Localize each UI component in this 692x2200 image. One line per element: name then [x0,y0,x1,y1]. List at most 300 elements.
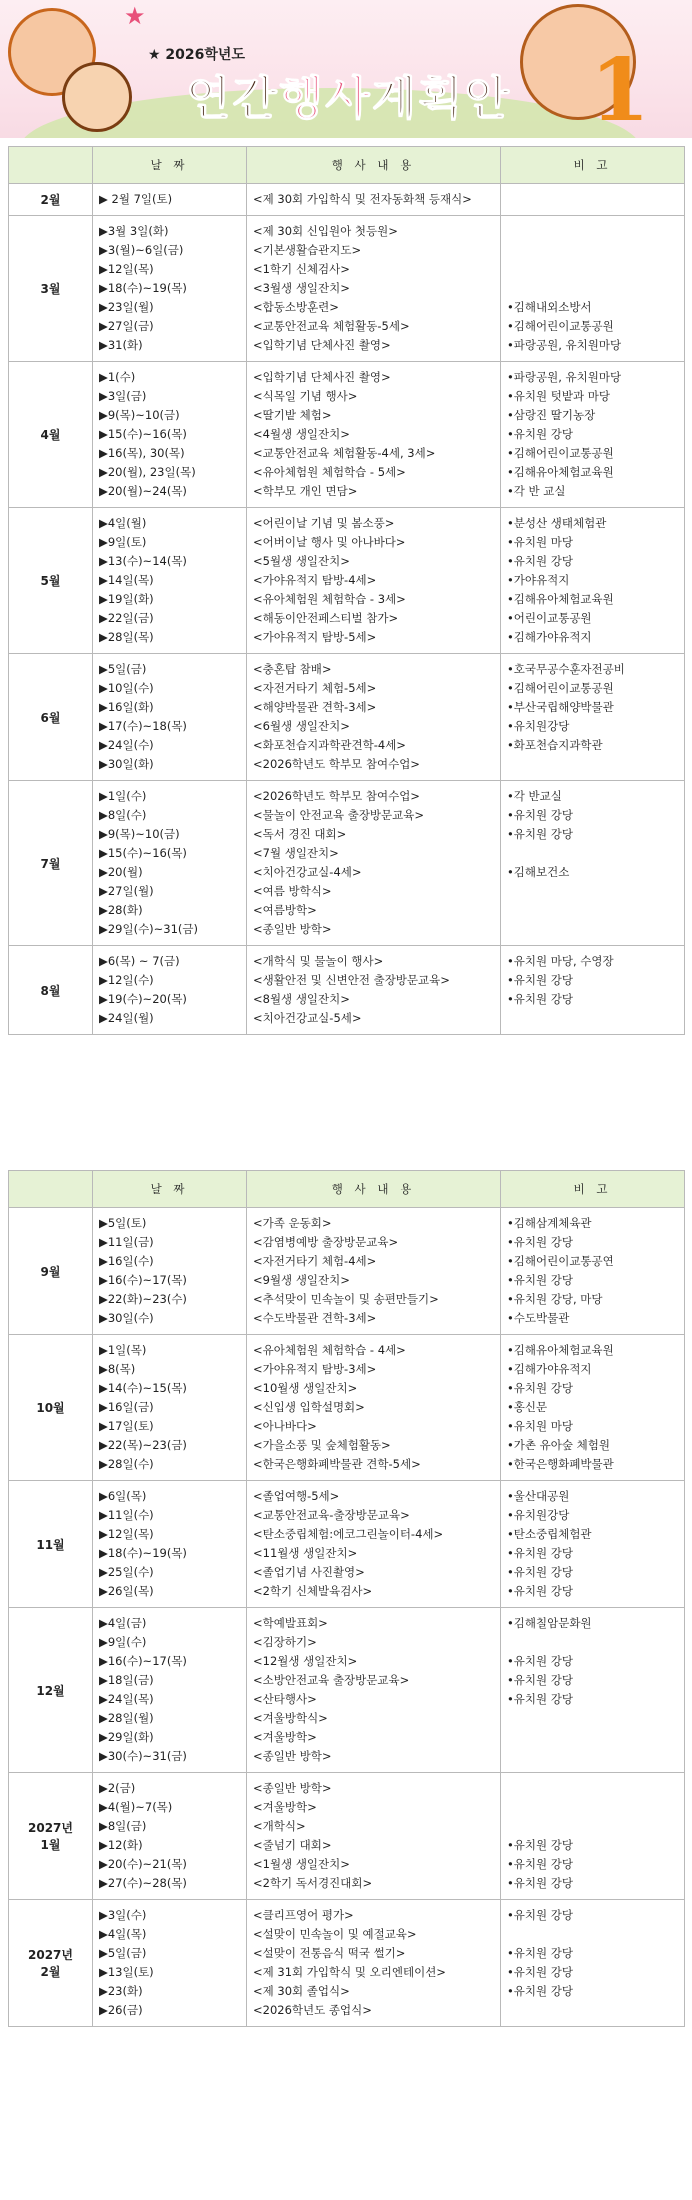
event-line: <교통안전교육 체험활동-4세, 3세> [253,446,436,460]
month-cell: 3월 [9,216,93,362]
event-line: <학부모 개인 면담> [253,484,358,498]
note-line [507,1009,678,1028]
event-line: <물놀이 안전교육 출장방문교육> [253,808,424,822]
date-list-cell [93,1900,247,2027]
header-banner [0,0,692,138]
header-cell-date: 날 짜 [93,147,247,184]
note-line [507,1817,678,1836]
event-list-cell [247,1335,501,1481]
month-cell: 2월 [9,184,93,216]
date-line: ▶3월 3일(화) [99,224,169,238]
date-line: ▶18(수)~19(목) [99,1546,187,1560]
child-face-illustration [62,62,132,132]
note-line [507,1709,678,1728]
date-list-cell [93,781,247,946]
month-cell: 2027년 2월 [9,1900,93,2027]
note-line [507,222,678,241]
event-line: <2026학년도 종업식> [253,2003,372,2017]
note-line: •유치원 강당 [507,1235,573,1249]
note-line: •유치원 강당 [507,808,573,822]
note-line [507,1779,678,1798]
note-line [507,755,678,774]
date-line: ▶11일(수) [99,1508,154,1522]
date-line: ▶12일(목) [99,1527,154,1541]
date-line: ▶17(수)~18(목) [99,719,187,733]
event-line: <신입생 입학설명회> [253,1400,365,1414]
event-line: <2026학년도 학부모 참여수업> [253,789,420,803]
date-line: ▶3(월)~6일(금) [99,243,184,257]
note-line: •호국무공수훈자전공비 [507,662,625,676]
note-line: •유치원 마당, 수영장 [507,954,614,968]
event-line: <김장하기> [253,1635,317,1649]
event-line: <감염병예방 출장방문교육> [253,1235,399,1249]
date-line: ▶15(수)~16(목) [99,846,187,860]
event-line: <어린이날 기념 및 봄소풍> [253,516,395,530]
note-line: •가야유적지 [507,573,570,587]
header-cell-event: 행 사 내 용 [247,1171,501,1208]
event-line: <10월생 생일잔치> [253,1381,358,1395]
date-line: ▶4(월)~7(목) [99,1800,173,1814]
date-line: ▶23일(월) [99,300,154,314]
event-line: <제 30회 신입원아 첫등원> [253,224,398,238]
date-line: ▶14일(목) [99,573,154,587]
event-line: <3월생 생일잔치> [253,281,350,295]
event-line: <개학식 및 물놀이 행사> [253,954,384,968]
note-line: •김해가야유적지 [507,1362,592,1376]
date-line: ▶11일(금) [99,1235,154,1249]
event-list-cell [247,184,501,216]
date-line: ▶4일(월) [99,516,147,530]
event-line: <어버이날 행사 및 아나바다> [253,535,406,549]
note-list-cell [501,1773,685,1900]
event-line: <클리프영어 평가> [253,1908,354,1922]
month-cell: 10월 [9,1335,93,1481]
note-line: •부산국립해양박물관 [507,700,614,714]
month-cell: 9월 [9,1208,93,1335]
event-line: <여름방학> [253,903,317,917]
header-cell-date: 날 짜 [93,1171,247,1208]
note-line [507,1925,678,1944]
event-line: <식목일 기념 행사> [253,389,358,403]
event-line: <가야유적지 탐방-5세> [253,630,377,644]
header-cell-note: 비 고 [501,147,685,184]
date-line: ▶9일(수) [99,1635,147,1649]
event-line: <가야유적지 탐방-4세> [253,573,377,587]
note-line: •유치원 강당 [507,827,573,841]
date-line: ▶22(목)~23(금) [99,1438,187,1452]
schedule-table-second-semester [8,1170,684,2027]
date-line: ▶5일(토) [99,1216,147,1230]
note-line: •유치원 강당 [507,1692,573,1706]
date-line: ▶28일(수) [99,1457,154,1471]
note-line: •유치원 강당 [507,554,573,568]
event-line: <종일반 방학> [253,1781,332,1795]
event-line: <입학기념 단체사진 촬영> [253,338,391,352]
event-line: <딸기밭 체험> [253,408,332,422]
note-line: •유치원 강당 [507,1673,573,1687]
note-list-cell [501,946,685,1035]
event-list-cell [247,1208,501,1335]
date-line: ▶16일(화) [99,700,154,714]
event-line: <종일반 방학> [253,922,332,936]
event-line: <졸업기념 사진촬영> [253,1565,365,1579]
event-list-cell [247,508,501,654]
note-line: •김해어린이교통공연 [507,1254,614,1268]
date-line: ▶13(수)~14(목) [99,554,187,568]
event-line: <가족 운동회> [253,1216,332,1230]
star-icon: ★ [124,2,146,30]
date-line: ▶6(목) ~ 7(금) [99,954,180,968]
note-line: •유치원 강당 [507,1857,573,1871]
event-line: <합동소방훈련> [253,300,339,314]
event-line: <유아체험원 체험학습 - 3세> [253,592,406,606]
date-line: ▶16(목), 30(목) [99,446,185,460]
note-line [507,241,678,260]
page-title: 연간행사계획안 [186,71,512,125]
event-line: <2학기 신체발육검사> [253,1584,373,1598]
note-line: •유치원 강당 [507,1381,573,1395]
event-line: <1월생 생일잔치> [253,1857,350,1871]
date-line: ▶5일(금) [99,662,147,676]
note-line: •유치원 강당 [507,1565,573,1579]
month-cell: 7월 [9,781,93,946]
date-line: ▶27(수)~28(목) [99,1876,187,1890]
event-list-cell [247,362,501,508]
event-line: <개학식> [253,1819,306,1833]
date-line: ▶27일(월) [99,884,154,898]
note-line [507,260,678,279]
event-line: <8월생 생일잔치> [253,992,350,1006]
event-line: <해동이안전페스티벌 참가> [253,611,399,625]
header-cell-note: 비 고 [501,1171,685,1208]
date-list-cell [93,1208,247,1335]
table-row [9,1481,685,1608]
date-line: ▶16(수)~17(목) [99,1654,187,1668]
table-row [9,1608,685,1773]
table-row [9,1208,685,1335]
note-line: •어린이교통공원 [507,611,592,625]
note-line [507,882,678,901]
note-line: •유치원 강당 [507,1908,573,1922]
date-line: ▶8일(금) [99,1819,147,1833]
date-list-cell [93,1481,247,1608]
month-cell: 12월 [9,1608,93,1773]
table-row [9,362,685,508]
date-line: ▶20(월), 23일(목) [99,465,196,479]
note-line: •유치원 강당 [507,1584,573,1598]
note-line: •유치원 강당 [507,992,573,1006]
note-line: •김해보건소 [507,865,570,879]
table-row [9,781,685,946]
date-line: ▶19일(화) [99,592,154,606]
note-line [507,1633,678,1652]
event-line: <입학기념 단체사진 촬영> [253,370,391,384]
date-list-cell [93,946,247,1035]
event-line: <제 30회 가입학식 및 전자동화책 등재식> [253,192,472,206]
note-line: •각 반교실 [507,789,562,803]
date-list-cell [93,1335,247,1481]
banner-subtitle: ★ 2026학년도 [148,47,245,63]
event-line: <치아건강교실-4세> [253,865,362,879]
event-line: <졸업여행-5세> [253,1489,340,1503]
note-list-cell [501,184,685,216]
event-list-cell [247,216,501,362]
date-line: ▶27일(금) [99,319,154,333]
event-line: <여름 방학식> [253,884,332,898]
note-line: •유치원 강당 [507,1654,573,1668]
month-cell: 5월 [9,508,93,654]
date-line: ▶22일(금) [99,611,154,625]
date-line: ▶8(목) [99,1362,136,1376]
event-line: <자전거타기 체험-4세> [253,1254,377,1268]
table-row [9,184,685,216]
date-line: ▶ 2월 7일(토) [99,192,173,206]
note-line: •유치원 강당 [507,1984,573,1998]
date-line: ▶13일(토) [99,1965,154,1979]
table-row [9,946,685,1035]
month-cell: 8월 [9,946,93,1035]
event-list-cell [247,1481,501,1608]
event-list-cell [247,781,501,946]
event-line: <4월생 생일잔치> [253,427,350,441]
date-list-cell [93,508,247,654]
date-line: ▶20(월) [99,865,143,879]
event-line: <독서 경진 대회> [253,827,347,841]
table-row [9,1335,685,1481]
note-line: •분성산 생태체험관 [507,516,607,530]
table-row [9,216,685,362]
event-list-cell [247,1608,501,1773]
year-number-graphic: 1 [590,40,650,138]
date-line: ▶24일(목) [99,1692,154,1706]
note-list-cell [501,654,685,781]
date-line: ▶6일(목) [99,1489,147,1503]
date-line: ▶17일(토) [99,1419,154,1433]
date-line: ▶20(월)~24(목) [99,484,187,498]
note-line: •유치원 강당 [507,973,573,987]
note-line: •유치원 강당 [507,1273,573,1287]
event-line: <9월생 생일잔치> [253,1273,350,1287]
table-row [9,508,685,654]
table-row [9,654,685,781]
date-line: ▶18일(금) [99,1673,154,1687]
event-line: <소방안전교육 출장방문교육> [253,1673,410,1687]
event-line: <생활안전 및 신변안전 출장방문교육> [253,973,450,987]
date-line: ▶14(수)~15(목) [99,1381,187,1395]
note-line: •각 반 교실 [507,484,566,498]
note-line: •파랑공원, 유치원마당 [507,338,622,352]
date-line: ▶28(화) [99,903,143,917]
event-line: <교통안전교육-출장방문교육> [253,1508,410,1522]
table-row [9,1773,685,1900]
date-line: ▶16일(수) [99,1254,154,1268]
note-line: •유치원 텃밭과 마당 [507,389,610,403]
date-line: ▶26일(목) [99,1584,154,1598]
note-line: •유치원 마당 [507,535,573,549]
note-line [507,901,678,920]
note-line: •김해유아체험교육원 [507,592,614,606]
event-line: <가을소풍 및 숲체험활동> [253,1438,391,1452]
note-list-cell [501,1900,685,2027]
note-list-cell [501,1208,685,1335]
date-line: ▶18(수)~19(목) [99,281,187,295]
event-line: <자전거타기 체험-5세> [253,681,377,695]
note-line: •김해어린이교통공원 [507,446,614,460]
note-line: •김해삼계체육관 [507,1216,592,1230]
event-line: <종일반 방학> [253,1749,332,1763]
date-list-cell [93,654,247,781]
header-cell-empty [9,1171,93,1208]
note-line [507,279,678,298]
note-line [507,1747,678,1766]
date-list-cell [93,1773,247,1900]
date-line: ▶15(수)~16(목) [99,427,187,441]
month-cell: 6월 [9,654,93,781]
note-line: •화포천습지과학관 [507,738,603,752]
note-line [507,190,678,209]
note-list-cell [501,1481,685,1608]
date-line: ▶28일(월) [99,1711,154,1725]
date-line: ▶1일(목) [99,1343,147,1357]
event-line: <겨울방학식> [253,1711,328,1725]
date-line: ▶31(화) [99,338,143,352]
note-line: •유치원 강당 [507,1965,573,1979]
event-line: <화포천습지과학관견학-4세> [253,738,406,752]
event-line: <2026학년도 학부모 참여수업> [253,757,420,771]
date-line: ▶8일(수) [99,808,147,822]
note-list-cell [501,508,685,654]
date-list-cell [93,216,247,362]
date-line: ▶10일(수) [99,681,154,695]
date-line: ▶12(화) [99,1838,143,1852]
date-list-cell [93,1608,247,1773]
date-line: ▶24일(수) [99,738,154,752]
event-line: <충혼탑 참배> [253,662,332,676]
date-line: ▶12일(수) [99,973,154,987]
event-line: <5월생 생일잔치> [253,554,350,568]
date-list-cell [93,362,247,508]
header-cell-event: 행 사 내 용 [247,147,501,184]
date-line: ▶26(금) [99,2003,143,2017]
note-line: •가촌 유아숲 체험원 [507,1438,610,1452]
date-line: ▶2(금) [99,1781,136,1795]
note-line: •유치원 강당 [507,1546,573,1560]
event-line: <설맞이 민속놀이 및 예절교육> [253,1927,417,1941]
event-list-cell [247,654,501,781]
note-line: •유치원 강당 [507,427,573,441]
date-line: ▶30일(화) [99,757,154,771]
date-line: ▶22(화)~23(수) [99,1292,187,1306]
schedule-table-first-semester [8,146,684,1035]
note-line: •울산대공원 [507,1489,570,1503]
event-line: <겨울방학> [253,1800,317,1814]
header-cell-empty [9,147,93,184]
event-line: <설맞이 전통음식 떡국 썰기> [253,1946,406,1960]
note-line [507,1798,678,1817]
note-line: •유치원 강당 [507,1876,573,1890]
date-line: ▶16(수)~17(목) [99,1273,187,1287]
note-line: •유치원 마당 [507,1419,573,1433]
note-line: •홍신문 [507,1400,548,1414]
event-list-cell [247,1900,501,2027]
event-line: <2학기 독서경진대회> [253,1876,373,1890]
note-line [507,844,678,863]
note-list-cell [501,781,685,946]
note-line: •삼랑진 딸기농장 [507,408,596,422]
date-line: ▶30(수)~31(금) [99,1749,187,1763]
event-line: <11월생 생일잔치> [253,1546,358,1560]
date-line: ▶5일(금) [99,1946,147,1960]
table-row [9,1900,685,2027]
date-line: ▶29일(화) [99,1730,154,1744]
date-line: ▶4일(목) [99,1927,147,1941]
table-header-row [9,1171,685,1208]
event-line: <아나바다> [253,1419,317,1433]
date-line: ▶29일(수)~31(금) [99,922,199,936]
date-line: ▶9(목)~10(금) [99,827,180,841]
note-line [507,1728,678,1747]
note-line: •김해어린이교통공원 [507,319,614,333]
event-line: <6월생 생일잔치> [253,719,350,733]
date-line: ▶12일(목) [99,262,154,276]
note-line: •김해어린이교통공원 [507,681,614,695]
event-list-cell [247,1773,501,1900]
note-line: •김해내외소방서 [507,300,592,314]
note-line: •김해가야유적지 [507,630,592,644]
note-list-cell [501,1608,685,1773]
event-line: <겨울방학> [253,1730,317,1744]
note-line: •수도박물관 [507,1311,570,1325]
event-line: <유아체험원 체험학습 - 5세> [253,465,406,479]
note-line: •한국은행화폐박물관 [507,1457,614,1471]
month-cell: 11월 [9,1481,93,1608]
note-line: •유치원 강당, 마당 [507,1292,603,1306]
event-line: <줄넘기 대회> [253,1838,332,1852]
date-line: ▶1일(수) [99,789,147,803]
month-cell: 4월 [9,362,93,508]
event-line: <교통안전교육 체험활동-5세> [253,319,410,333]
event-line: <제 31회 가입학식 및 오리엔테이션> [253,1965,446,1979]
note-line: •파랑공원, 유치원마당 [507,370,622,384]
date-line: ▶3일(수) [99,1908,147,1922]
date-line: ▶16일(금) [99,1400,154,1414]
note-line [507,920,678,939]
date-line: ▶24일(월) [99,1011,154,1025]
note-line: •유치원강당 [507,1508,570,1522]
event-line: <가야유적지 탐방-3세> [253,1362,377,1376]
event-line: <수도박물관 견학-3세> [253,1311,377,1325]
note-line: •김해유아체험교육원 [507,1343,614,1357]
note-line: •유치원 강당 [507,1946,573,1960]
date-line: ▶3일(금) [99,389,147,403]
event-line: <유아체험원 체험학습 - 4세> [253,1343,406,1357]
event-list-cell [247,946,501,1035]
table-header-row [9,147,685,184]
event-line: <12월생 생일잔치> [253,1654,358,1668]
note-line: •유치원강당 [507,719,570,733]
date-line: ▶4일(금) [99,1616,147,1630]
date-line: ▶25일(수) [99,1565,154,1579]
date-line: ▶23(화) [99,1984,143,1998]
note-line: •유치원 강당 [507,1838,573,1852]
date-line: ▶28일(목) [99,630,154,644]
note-list-cell [501,362,685,508]
event-line: <학예발표회> [253,1616,328,1630]
date-line: ▶1(수) [99,370,136,384]
date-line: ▶30일(수) [99,1311,154,1325]
event-line: <산타행사> [253,1692,317,1706]
date-line: ▶9(목)~10(금) [99,408,180,422]
